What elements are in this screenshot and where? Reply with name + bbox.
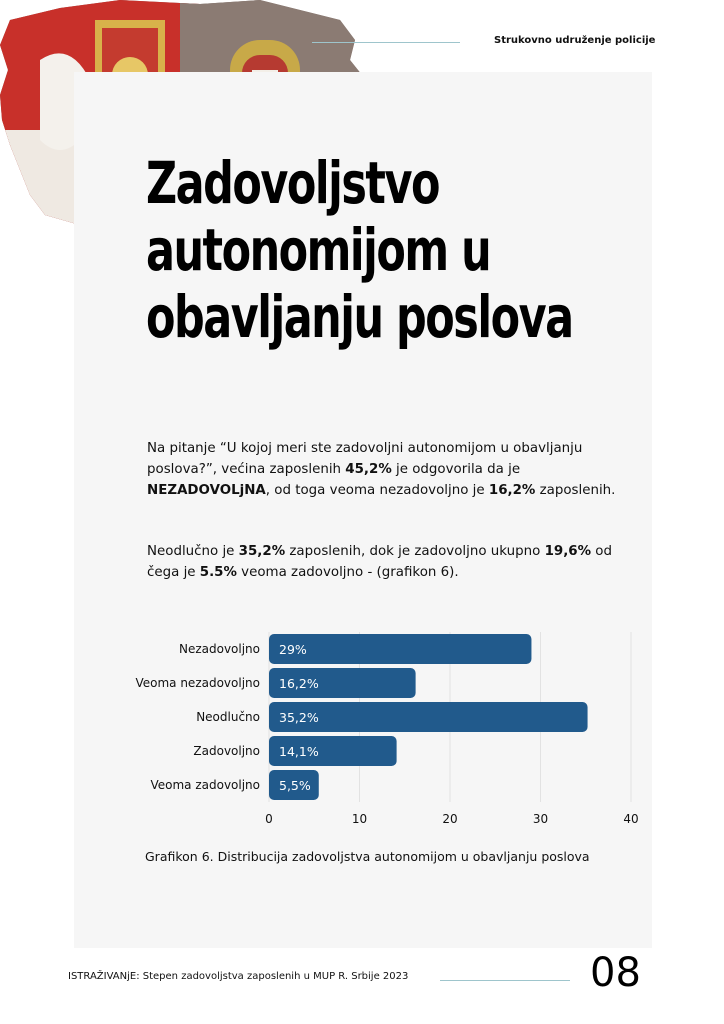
text-run: je odgovorila da je bbox=[391, 462, 521, 477]
bold-value: 16,2% bbox=[488, 483, 536, 498]
chart-caption: Grafikon 6. Distribucija zadovoljstva autonomijom u obavljanju poslova bbox=[145, 849, 590, 864]
text-run: Neodlučno je bbox=[147, 544, 239, 559]
category-label: Neodlučno bbox=[196, 710, 260, 724]
page-title bbox=[146, 150, 664, 351]
bold-value: 45,2% bbox=[345, 462, 392, 477]
footer-text: ISTRAŽIVANjE: Stepen zadovoljstva zaposlenih u MUP R. Srbije 2023 bbox=[68, 971, 409, 982]
bar-chart bbox=[0, 620, 724, 830]
intro-paragraph bbox=[147, 438, 617, 501]
bold-value: 35,2% bbox=[238, 544, 286, 559]
x-tick-label: 40 bbox=[623, 812, 639, 826]
x-tick-label: 10 bbox=[351, 812, 368, 826]
bar-value-label: 29% bbox=[279, 642, 307, 657]
bar-value-label: 16,2% bbox=[279, 676, 319, 691]
organization-name: Strukovno udruženje policije bbox=[494, 35, 656, 46]
text-run: zaposlenih. bbox=[535, 483, 616, 498]
bar-value-label: 35,2% bbox=[279, 710, 319, 725]
category-label: Veoma zadovoljno bbox=[150, 778, 260, 792]
text-run: , od toga veoma nezadovoljno je bbox=[265, 483, 489, 498]
title-line-2: autonomijom u bbox=[146, 216, 491, 284]
x-tick-label: 20 bbox=[442, 812, 458, 826]
text-run: veoma zadovoljno - (grafikon 6). bbox=[236, 565, 459, 580]
second-paragraph bbox=[147, 541, 617, 583]
category-label: Zadovoljno bbox=[193, 744, 260, 758]
bar-value-label: 14,1% bbox=[279, 744, 319, 759]
title-line-1: Zadovoljstvo bbox=[146, 149, 439, 217]
x-tick-label: 30 bbox=[532, 812, 549, 826]
footer-divider bbox=[440, 980, 570, 981]
bold-value: 5.5% bbox=[199, 565, 237, 580]
text-run: od čega je bbox=[147, 544, 612, 580]
bar bbox=[269, 634, 531, 664]
bold-value: 19,6% bbox=[544, 544, 592, 559]
text-run: Na pitanje “U kojoj meri ste zadovoljni autonomijom u obavljanju poslova?”, većina zaposlenih bbox=[147, 441, 583, 477]
page-number: 08 bbox=[590, 950, 641, 996]
bar-value-label: 5,5% bbox=[279, 778, 311, 793]
text-run: zaposlenih, dok je zadovoljno ukupno bbox=[285, 544, 545, 559]
bold-value: NEZADOVOLjNA bbox=[147, 483, 266, 498]
title-line-3: obavljanju poslova bbox=[146, 283, 573, 351]
header-divider bbox=[312, 42, 460, 43]
category-label: Nezadovoljno bbox=[178, 642, 260, 656]
x-tick-label: 0 bbox=[265, 812, 273, 826]
category-label: Veoma nezadovoljno bbox=[135, 676, 260, 690]
